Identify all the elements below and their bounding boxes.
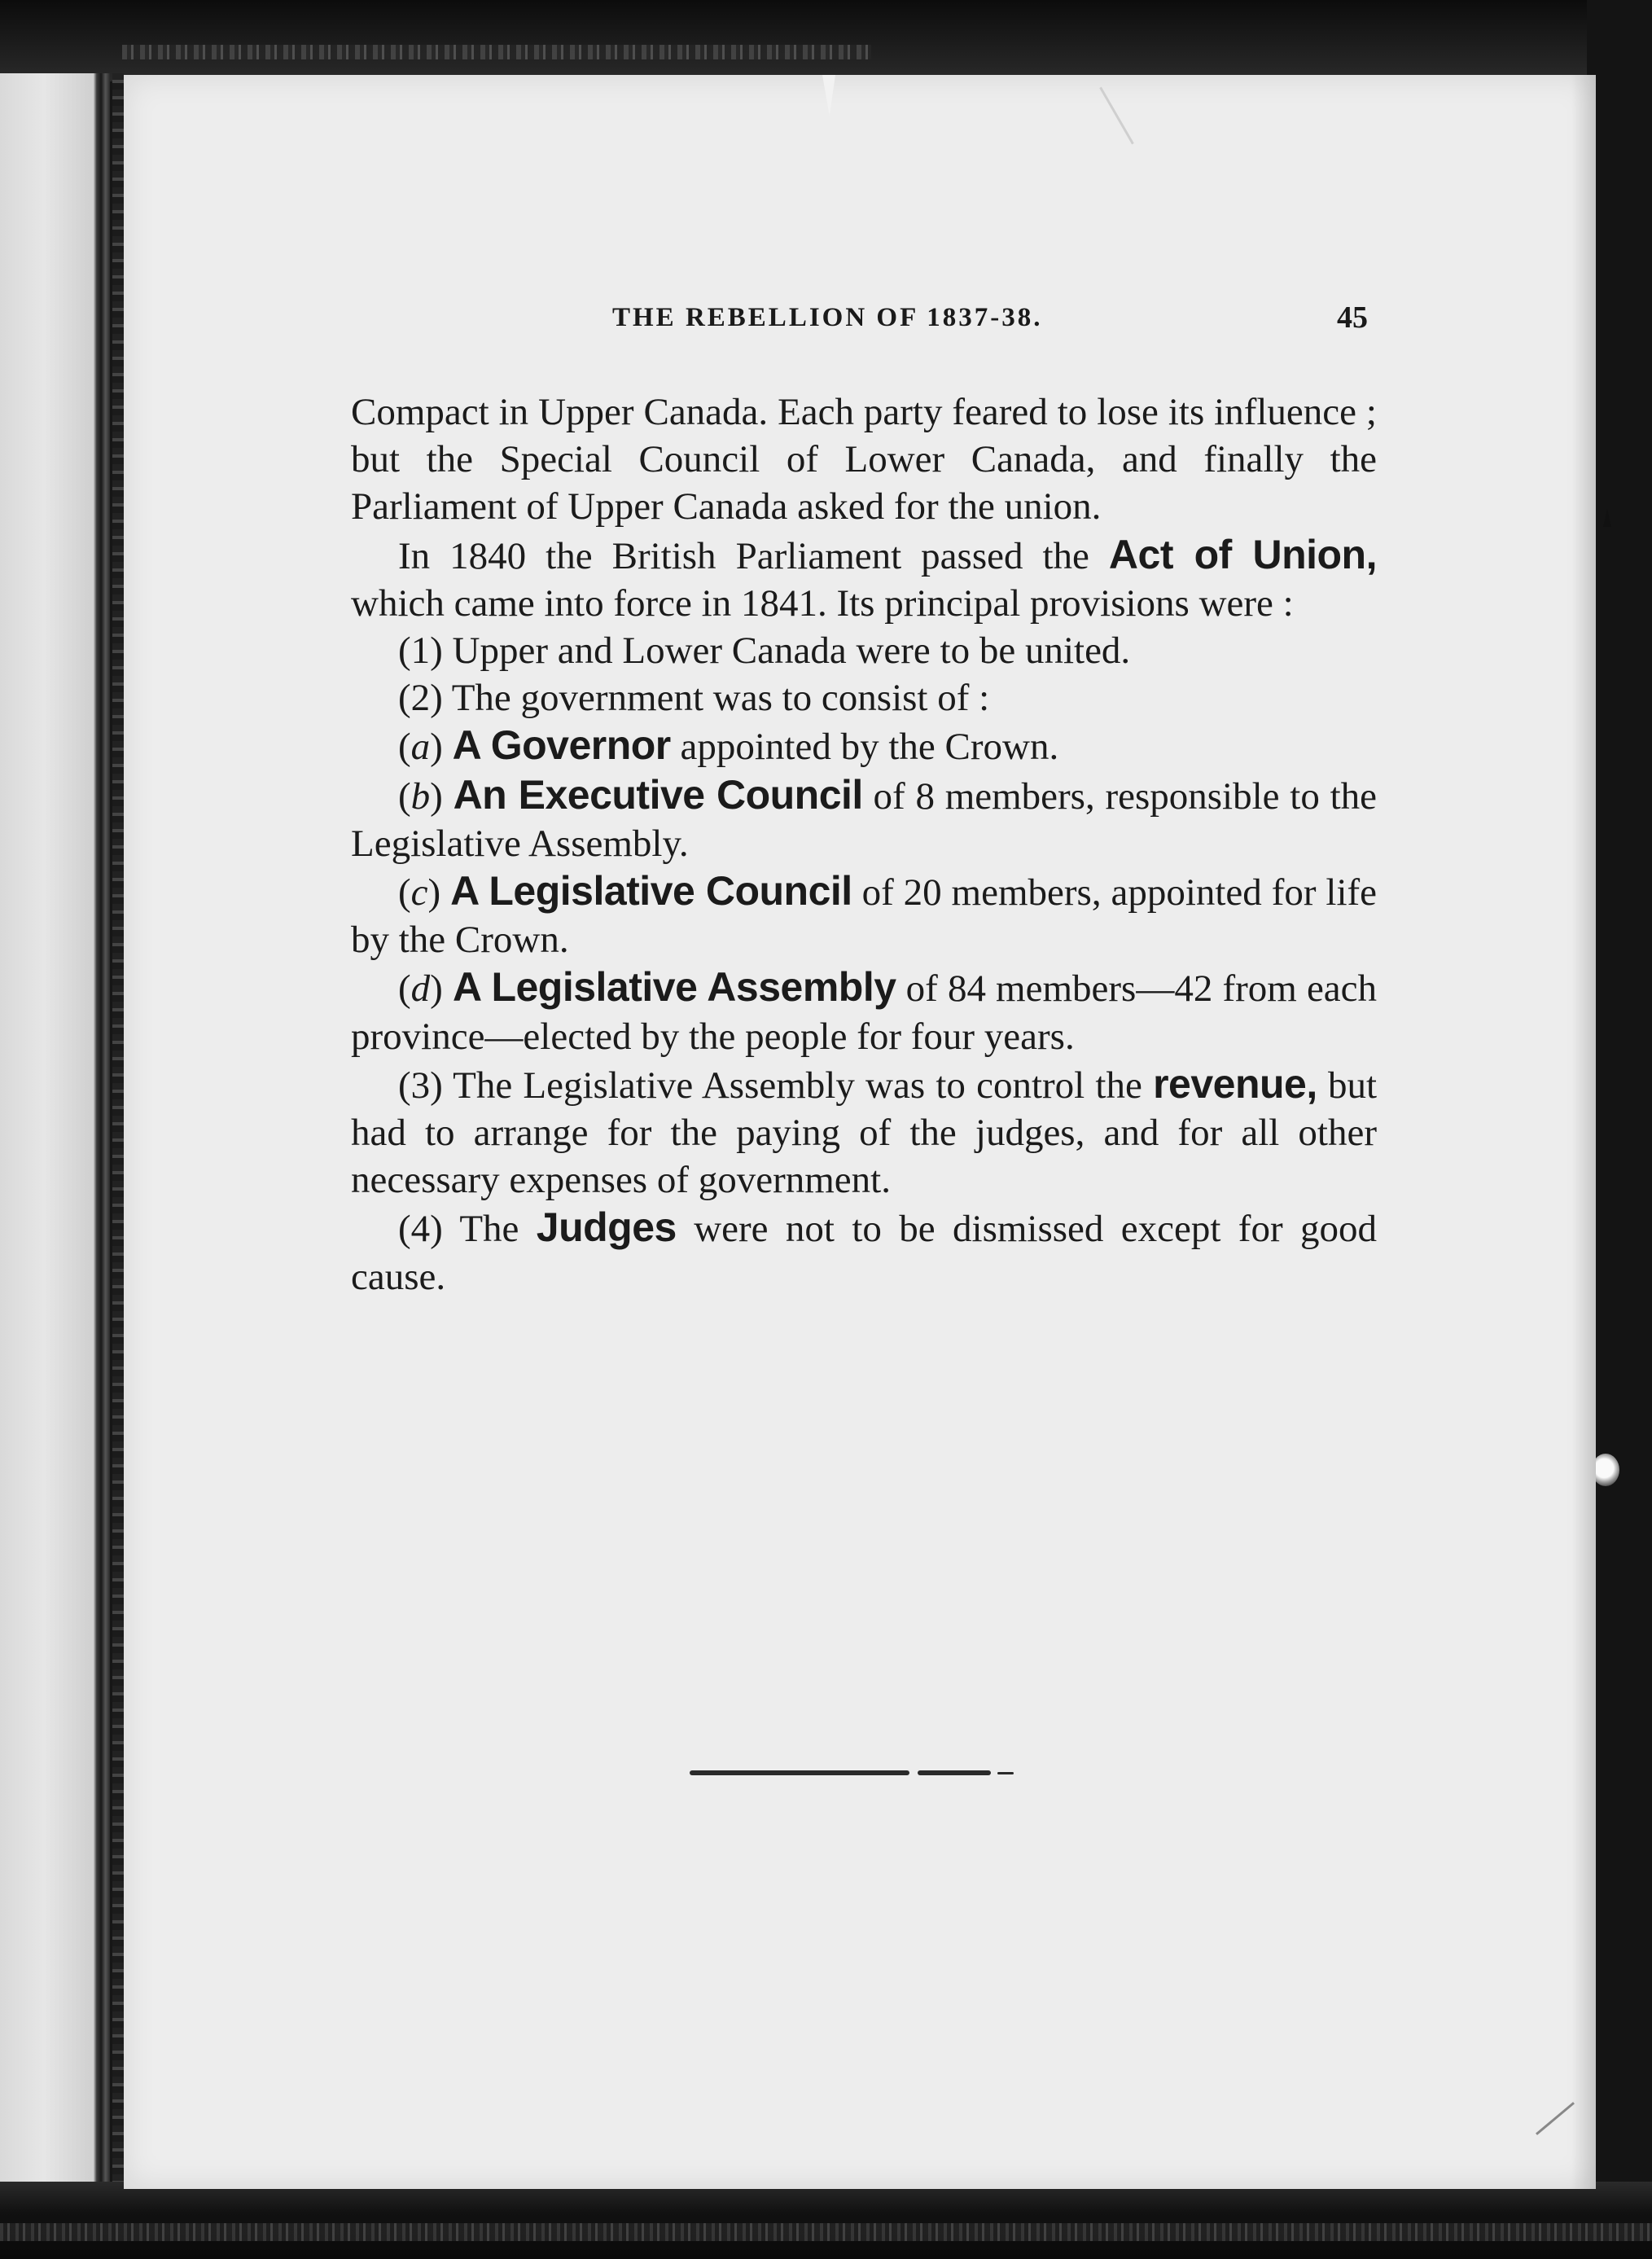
provision-2c: (c) A Legislative Council of 20 members, appointed for life by the Crown. [351,868,1378,962]
page-number: 45 [1337,300,1368,335]
provision-4 [351,1204,1377,1300]
provision-4-rest: were not to be dismissed except for good cause. [351,1208,1377,1298]
scan-top-border [0,0,1652,81]
paragraph-2-rest: which came into force in 1841. Its principal provisions were : [351,581,1294,625]
book-page [124,75,1596,2189]
rule-segment [997,1772,1014,1774]
page-gutter [112,73,124,2191]
provision-3-rest: but had to arrange for the paying of the judges, and for all other necessary expenses of government. [351,1064,1377,1202]
provision-2c-text: of 20 members, appointed for life by the Crown. [351,871,1378,962]
paragraph-2 [351,531,1377,627]
provision-2c-label: c [410,871,428,915]
provision-2b-label: b [410,774,431,818]
page-shadow [1571,75,1596,2189]
judges-term: Judges [536,1204,677,1251]
scan-right-border [1587,0,1652,2259]
provision-2b: (b) An Executive Council of 8 members, responsible to the Legislative Assembly. [351,771,1378,865]
provision-3 [351,1060,1377,1204]
provision-2a-label: a [410,726,431,769]
paragraph-1: Compact in Upper Canada. Each party feared to lose its influence ; but the Special Council of Lower Canada, and finally the Parliament of Upper Canada asked for the union. [351,391,1377,529]
rule-segment [918,1770,991,1775]
provision-2b-text: of 8 members, responsible to the Legislative Assembly. [351,774,1378,865]
scan-bottom-border [0,2182,1652,2259]
running-head [124,300,1596,344]
provision-2a-text: appointed by the Crown. [680,726,1059,769]
section-end-rule [690,1770,1032,1775]
binding-tick [822,75,835,116]
executive-council-term: An Executive Council [453,771,863,818]
provision-3-lead: (3) The Legislative Assembly was to control the [398,1064,1142,1107]
paragraph-2-lead: In 1840 the British Parliament passed the [398,534,1089,577]
provision-2d-label: d [410,967,431,1011]
provision-2d-text: of 84 members—42 from each province—elected by the people for four years. [351,967,1378,1058]
punch-hole [1592,1454,1619,1486]
legislative-assembly-term: A Legislative Assembly [452,964,896,1011]
scan-top-band [122,45,871,59]
provision-2d: (d) A Legislative Assembly of 84 members—42 from each province—elected by the people for four years. [351,964,1378,1058]
provision-1: (1) Upper and Lower Canada were to be united. [398,629,1131,673]
provision-4-lead: (4) The [398,1208,519,1251]
scan-bottom-band [0,2223,1652,2241]
running-head-title: THE REBELLION OF 1837-38. [612,303,1043,332]
act-of-union-term: Act of Union, [1108,531,1377,577]
governor-term: A Governor [452,722,671,769]
binding-line [1099,87,1134,145]
legislative-council-term: A Legislative Council [450,868,852,915]
left-page-edge [0,73,110,2191]
revenue-term: revenue, [1153,1060,1317,1107]
provision-2: (2) The government was to consist of : [398,677,990,720]
provision-2a: (a) A Governor appointed by the Crown. [398,722,1059,769]
rule-segment [690,1770,909,1775]
body-text [351,388,1377,1301]
